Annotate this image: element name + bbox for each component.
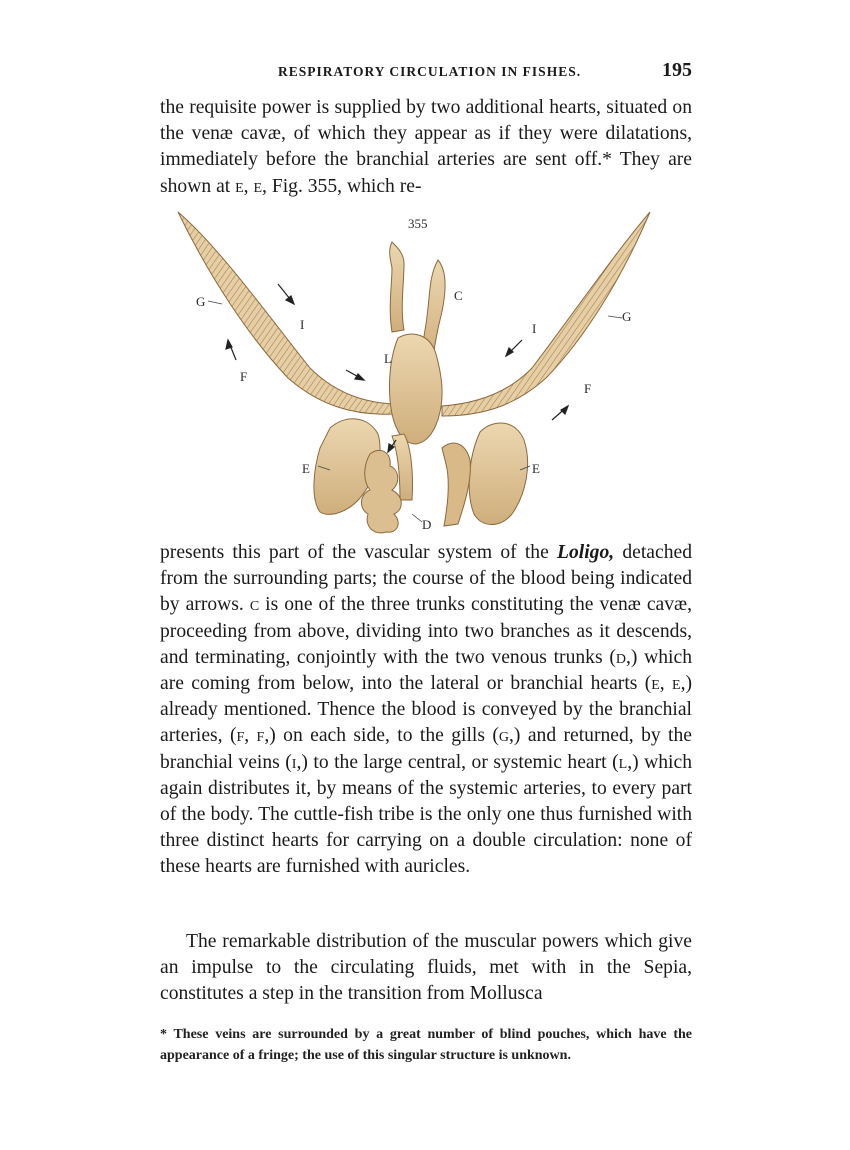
figure-355: [160, 208, 692, 538]
vessel-upper: [390, 242, 404, 332]
running-title: RESPIRATORY CIRCULATION IN FISHES.: [278, 64, 582, 79]
ref-g: g: [498, 725, 510, 747]
label-g-left: G: [196, 294, 206, 309]
page-number: 195: [662, 59, 692, 81]
paragraph-3: The remarkable distribution of the muscular powers which give an impulse to the circulating fluids, met with in the Sepia, constitutes a step in the transition from Mollusca: [160, 931, 692, 1005]
label-e-right: E: [532, 461, 540, 476]
label-e-left: E: [302, 461, 310, 476]
right-gill: [442, 212, 650, 416]
p2-text-5: ,) already mentioned. Thence the blood is conveyed by the branchial arteries, (: [160, 673, 692, 747]
running-header: [160, 59, 692, 86]
p2-text-7: ,) and returned, by the branchial veins (: [160, 725, 692, 773]
left-gill: [178, 212, 395, 414]
label-f-left: F: [240, 369, 248, 384]
loligo-heart-illustration: [160, 208, 692, 538]
label-f-right: F: [584, 381, 592, 396]
p1-text-b: , Fig. 355, which re-: [262, 175, 422, 197]
label-d: D: [422, 517, 432, 532]
label-i-left: I: [300, 317, 305, 332]
central-trunk: [392, 434, 413, 500]
p2-text-3: is one of the three trunks constituting the venæ cavæ, proceeding from above, dividing into two branches as it descends, and terminating, conjointly with the two venous trunks (: [160, 594, 692, 668]
ref-l: l: [618, 751, 628, 773]
p2-text-6: ,) on each side, to the gills (: [264, 725, 499, 747]
p1-text-a: the requisite power is supplied by two additional hearts, situated on the venæ cavæ, of which they appear as if they were dilatations, immediately before the branchial arteries are sent off.* They are shown at: [160, 97, 692, 197]
paragraph-1: [160, 95, 692, 200]
ref-i: i: [291, 751, 297, 773]
ref-e-2: e: [253, 175, 263, 197]
p2-text-1: presents this part of the vascular system of the: [160, 542, 558, 563]
ref-c: c: [249, 594, 260, 616]
ref-e-pair: e, e: [651, 673, 681, 695]
label-l: L: [384, 351, 392, 366]
left-venous-pouches: [361, 450, 401, 532]
label-i-right: I: [532, 321, 537, 336]
right-branchial-heart-e: [469, 423, 527, 525]
p2-text-4: ,) which are coming from below, into the lateral or branchial hearts (: [160, 646, 692, 695]
systemic-heart-l: [390, 334, 443, 444]
ref-d: d: [615, 646, 626, 668]
right-venous-trunk-d: [442, 443, 470, 526]
paragraph-2: [160, 540, 692, 881]
p2-text-9: ,) which again distributes it, by means of the systemic arteries, to every part of the body. The cuttle-fish tribe is the only one thus furnished with three distinct hearts for carrying on a double circulation: none of these hearts are furnished with auricles.: [160, 751, 692, 878]
ref-e-1: e: [235, 175, 244, 197]
footnote: * These veins are surrounded by a great number of blind pouches, which have the appearance of a fringe; the use of this singular structure is unknown.: [160, 1027, 692, 1063]
p2-text-8: ,) to the large central, or systemic heart (: [296, 751, 619, 773]
ref-f-pair: f, f: [236, 725, 265, 747]
p1-sep: ,: [243, 175, 254, 197]
p2-text-2: detached from the surrounding parts; the course of the blood being indicated by arrows.: [160, 542, 692, 616]
label-c: C: [454, 288, 463, 303]
figure-number: 355: [408, 216, 428, 231]
genus-name: Loligo,: [557, 542, 615, 563]
label-g-right: G: [622, 309, 632, 324]
